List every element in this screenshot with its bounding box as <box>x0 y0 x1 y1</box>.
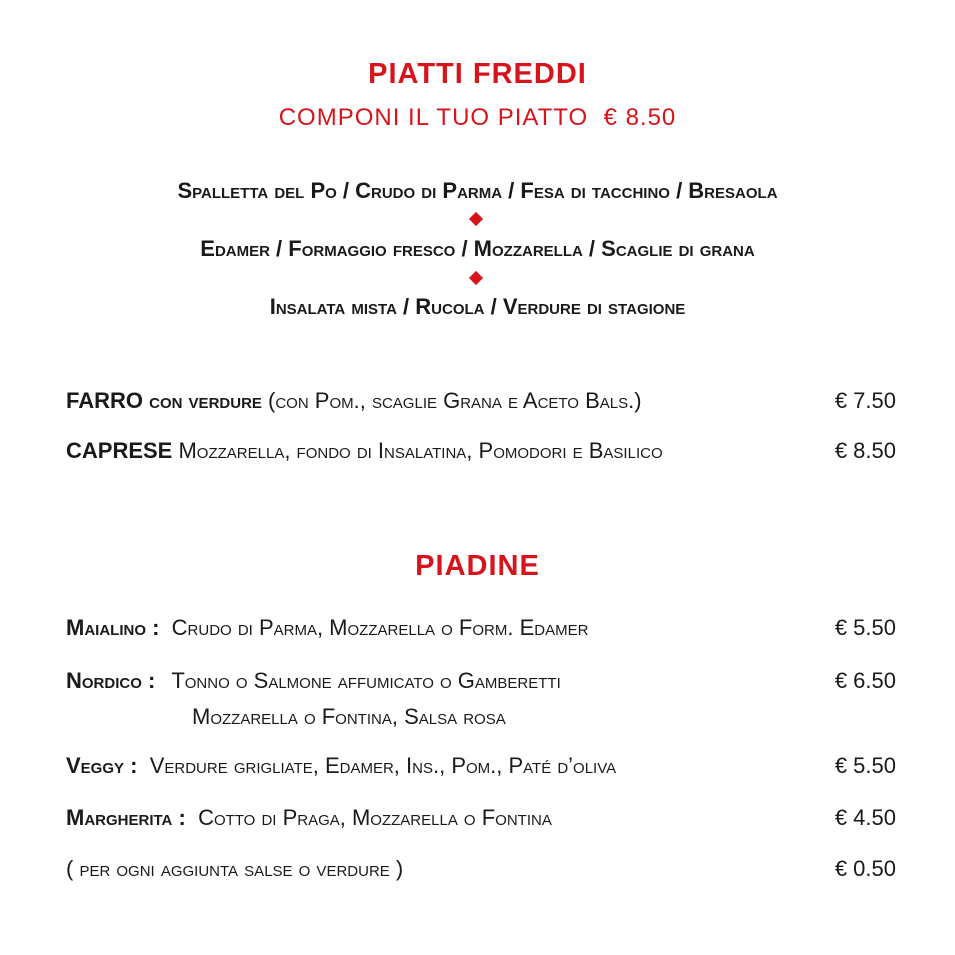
diamond-separator-icon <box>469 212 483 226</box>
menu-extra-note <box>66 856 896 882</box>
subtitle-price: € 8.50 <box>603 104 677 131</box>
item-name: Maialino : <box>66 615 160 640</box>
menu-item-margherita <box>66 805 896 831</box>
item-name: Margherita : <box>66 805 186 830</box>
item-price: € 4.50 <box>834 805 896 830</box>
item-name: CAPRESE <box>66 438 173 463</box>
section-subtitle <box>0 104 955 132</box>
item-price: € 5.50 <box>834 615 896 640</box>
item-name: FARRO <box>66 388 143 413</box>
item-desc-continued: Mozzarella o Fontina, Salsa rosa <box>192 704 506 729</box>
menu-item-caprese <box>66 438 896 464</box>
item-desc: (con Pom., scaglie Grana e Aceto Bals.) <box>261 388 642 413</box>
item-desc: Cotto di Praga, Mozzarella o Fontina <box>198 805 552 830</box>
item-price: € 5.50 <box>834 753 896 778</box>
menu-item-nordico <box>66 668 896 694</box>
item-price: € 7.50 <box>834 388 896 413</box>
item-price: € 8.50 <box>834 438 896 463</box>
item-price: € 6.50 <box>834 668 896 693</box>
item-name: Veggy : <box>66 753 138 778</box>
menu-item-farro <box>66 388 896 414</box>
item-desc: Verdure grigliate, Edamer, Ins., Pom., Paté d’oliva <box>149 753 617 778</box>
extra-label: ( per ogni aggiunta salse o verdure ) <box>66 856 404 881</box>
item-desc: Tonno o Salmone affumicato o Gamberetti <box>171 668 561 693</box>
item-desc: Mozzarella, fondo di Insalatina, Pomodori e Basilico <box>172 438 663 463</box>
section-title-piadine: PIADINE <box>415 550 540 582</box>
extra-price: € 0.50 <box>834 856 896 881</box>
menu-item-maialino <box>66 615 896 641</box>
item-desc: Crudo di Parma, Mozzarella o Form. Edamer <box>171 615 589 640</box>
option-line-greens: Insalata mista / Rucola / Verdure di stagione <box>269 294 686 319</box>
subtitle-label: COMPONI IL TUO PIATTO <box>278 104 589 131</box>
menu-item-veggy <box>66 753 896 779</box>
diamond-separator-icon <box>469 271 483 285</box>
item-name-rest: con verdure <box>143 388 262 413</box>
option-line-cheeses: Edamer / Formaggio fresco / Mozzarella / Scaglie di grana <box>200 236 755 261</box>
section-title-piatti-freddi: PIATTI FREDDI <box>368 58 587 90</box>
item-name: Nordico : <box>66 668 156 693</box>
option-line-meats: Spalletta del Po / Crudo di Parma / Fesa di tacchino / Bresaola <box>177 178 778 203</box>
